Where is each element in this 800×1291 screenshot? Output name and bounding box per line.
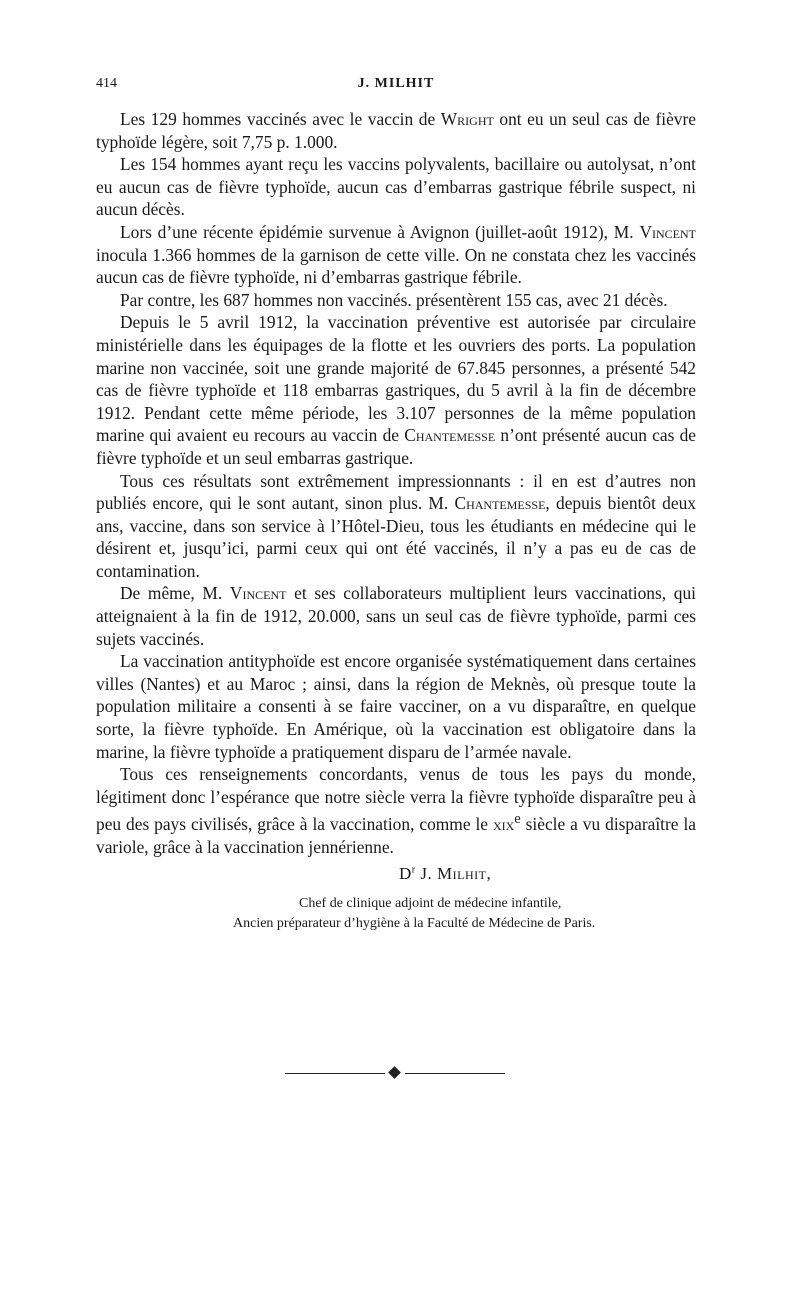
small-caps-name: Wright (440, 109, 494, 129)
paragraph-text: Par contre, les 687 hommes non vaccinés. présentèrent 155 cas, avec 21 décès. (120, 289, 668, 310)
paragraph (96, 108, 696, 153)
paragraph-text: De même, M. (120, 583, 230, 604)
paragraph (96, 153, 696, 221)
signature-prefix-sup: r (411, 864, 416, 876)
small-caps-name: Vincent (229, 583, 287, 604)
paragraph-text: La vaccination antityphoïde est encore organisée systématiquement dans certaines villes (Nantes) et au Maroc ; ainsi, dans la région de Meknès, où presque toute la population militaire a consenti à se faire vacciner, on a vu disparaître, en quelque sorte, la fièvre typhoïde. En Amérique, où la vaccination est obligatoire dans la marine, la fièvre typhoïde a pratiquement disparu de l’armée navale. (96, 651, 696, 762)
header-author: J. MILHIT (357, 76, 435, 91)
paragraph (96, 650, 696, 763)
paragraph-text: e (514, 811, 521, 828)
paragraph (96, 470, 696, 583)
paragraph-text: Tous ces résultats sont extrêmement impressionnants : il en est d’autres non publiés encore, qui le sont autant, sinon plus. M. (96, 470, 696, 514)
paragraph-text: Les 154 hommes ayant reçu les vaccins polyvalents, bacillaire ou autolysat, n’ont eu aucun cas de fièvre typhoïde, aucun cas d’embarras gastrique fébrile suspect, ni aucun décès. (96, 154, 696, 220)
paragraph (96, 311, 696, 469)
signature-surname: Milhit (437, 864, 487, 884)
paragraph (96, 763, 696, 858)
signature-suffix: , (486, 864, 492, 884)
page-number: 414 (96, 76, 117, 91)
signature-affiliation: Ancien préparateur d’hygiène à la Faculté de Médecine de Paris. (233, 916, 596, 932)
small-caps-name: Chantemesse (454, 493, 546, 514)
signature-initial: J. (420, 864, 437, 884)
paragraph-text: et ses collaborateurs multiplient leurs vaccinations, qui atteignaient à la fin de 1912, 20.000, sans un seul cas de fièvre typhoïde, parmi ces sujets vaccinés. (96, 583, 696, 649)
document-page (96, 70, 696, 942)
small-caps-name: Vincent (639, 221, 696, 242)
section-divider (285, 1066, 505, 1080)
paragraph-text: Tous ces renseignements concordants, venus de tous les pays du monde, légitiment donc l’espérance que notre siècle verra la fièvre typhoïde disparaître peu à peu des pays civilisés, grâce à la vaccination, comme le (96, 764, 696, 835)
paragraph-text: n’ont présenté aucun cas de fièvre typhoïde et un seul embarras gastrique. (96, 425, 697, 468)
paragraph-text: inocula 1.366 hommes de la garnison de cette ville. On ne constata chez les vaccinés aucun cas de fièvre typhoïde, ni d’embarras gastrique fébrile. (96, 244, 696, 288)
paragraph (96, 221, 696, 289)
paragraph-text: siècle a vu disparaître la variole, grâce à la vaccination jennérienne. (96, 814, 696, 857)
paragraph-text: ont eu un seul cas de fièvre typhoïde légère, soit 7,75 p. 1.000. (96, 109, 697, 152)
paragraph-text: Lors d’une récente épidémie survenue à Avignon (juillet-août 1912), M. (120, 221, 640, 242)
body-text (96, 108, 696, 858)
divider-line-left (285, 1073, 385, 1074)
paragraph-text: Les 129 hommes vaccinés avec le vaccin de (120, 109, 441, 129)
signature-prefix: D (399, 864, 412, 884)
paragraph-text: , depuis bientôt deux ans, vaccine, dans son service à l’Hôtel-Dieu, tous les étudiants en médecine qui le désirent et, jusqu’ici, parmi ceux qui ont été vaccinés, il n’y a pas eu de cas de contamination. (96, 493, 696, 581)
divider-diamond-icon (388, 1066, 401, 1079)
paragraph (96, 582, 696, 650)
small-caps-name: xix (492, 814, 515, 835)
running-head (96, 70, 696, 96)
signature-name (399, 864, 491, 884)
signature-block (96, 862, 696, 942)
paragraph-text: Depuis le 5 avril 1912, la vaccination préventive est autorisée par circulaire ministérielle dans les équipages de la flotte et les ouvriers des ports. La population marine non vaccinée, soit une grande majorité de 67.845 personnes, a présenté 542 cas de fièvre typhoïde et 118 embarras gastriques, du 5 avril à la fin de décembre 1912. Pendant cette même période, les 3.107 personnes de la même population marine qui avaient eu recours au vaccin de (96, 312, 696, 446)
divider-line-right (405, 1073, 505, 1074)
signature-title: Chef de clinique adjoint de médecine infantile, (299, 896, 562, 912)
paragraph (96, 289, 696, 312)
small-caps-name: Chantemesse (404, 425, 496, 446)
